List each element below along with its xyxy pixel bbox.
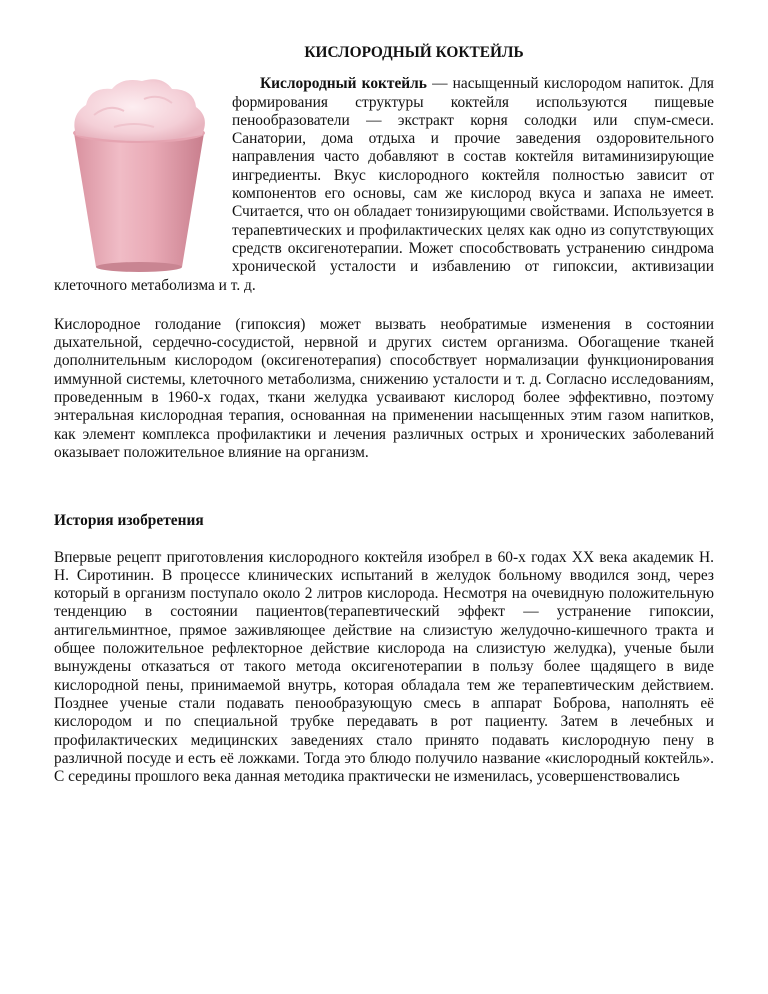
oxygen-cocktail-cup-image [54, 75, 224, 273]
document-page [54, 44, 714, 786]
document-title: КИСЛОРОДНЫЙ КОКТЕЙЛЬ [304, 44, 524, 61]
intro-text: — насыщенный кислородом напиток. Для формирования структуры коктейля используются пищевые пенообразователи — экстракт корня солодки или спум-смеси. Санатории, дома отдыха и прочие заведения оздоровительного направления часто добавляют в состав коктейля витаминизирующие ингредиенты. Вкус кислородного коктейля полностью зависит от компонентов его основы, сам же кислород вкуса и запаха не имеет. Считается, что он обладает тонизирующими свойствами. Используется в терапевтических и профилактических целях как одно из сопутствующих средств оксигенотерапии. Может способствовать устранению синдрома хронической усталости и избавлению от гипоксии, активизации клеточного метаболизма и т. д. [54, 75, 715, 294]
history-paragraph: Впервые рецепт приготовления кислородного коктейля изобрел в 60-х годах XX века академик Н. Н. Сиротинин. В процессе клинических испытаний в желудок больному вводился зонд, через который в организм поступало около 2 литров кислорода. Несмотря на очевидную положительную тенденцию в состоянии пациентов(терапевтический эффект — устранение гипоксии, антигельминтное, прямое заживляющее действие на слизистую желудочно-кишечного тракта и общее положительное рефлекторное действие кислорода на слизистую желудка), ученые были вынуждены отказаться от такого метода оксигенотерапии в пользу более щадящего в виде кислородной пены, принимаемой внутрь, которая обладала тем же терапевтическим действием. Позднее ученые стали подавать пенообразующую смесь в аппарат Боброва, наполнять её кислородом и по специальной трубке передавать в рот пациенту. Затем в лечебных и профилактических медицинских заведениях стало принято подавать кислородную пену в различной посуде и есть её ложками. Тогда это блюдо получило название «кислородный коктейль». С середины прошлого века данная методика практически не изменилась, усовершенствовались [54, 548, 714, 786]
intro-term: Кислородный коктейль [260, 75, 427, 93]
cup-illustration [54, 75, 224, 273]
hypoxia-paragraph: Кислородное голодание (гипоксия) может вызвать необратимые изменения в состоянии дыхательной, сердечно-сосудистой, нервной и других систем организма. Обогащение тканей дополнительным кислородом (оксигенотерапия) способствует нормализации функционирования иммунной системы, клеточного метаболизма, снижению усталости и т. д. Согласно исследованиям, проведенным в 1960-х годах, ткани желудка усваивают кислород более эффективно, поэтому энтеральная кислородная терапия, основанная на применении насыщенных этим газом напитков, как элемент комплекса профилактики и лечения различных острых и хронических заболеваний оказывает положительное влияние на организм. [54, 315, 714, 461]
history-heading: История изобретения [54, 512, 204, 530]
